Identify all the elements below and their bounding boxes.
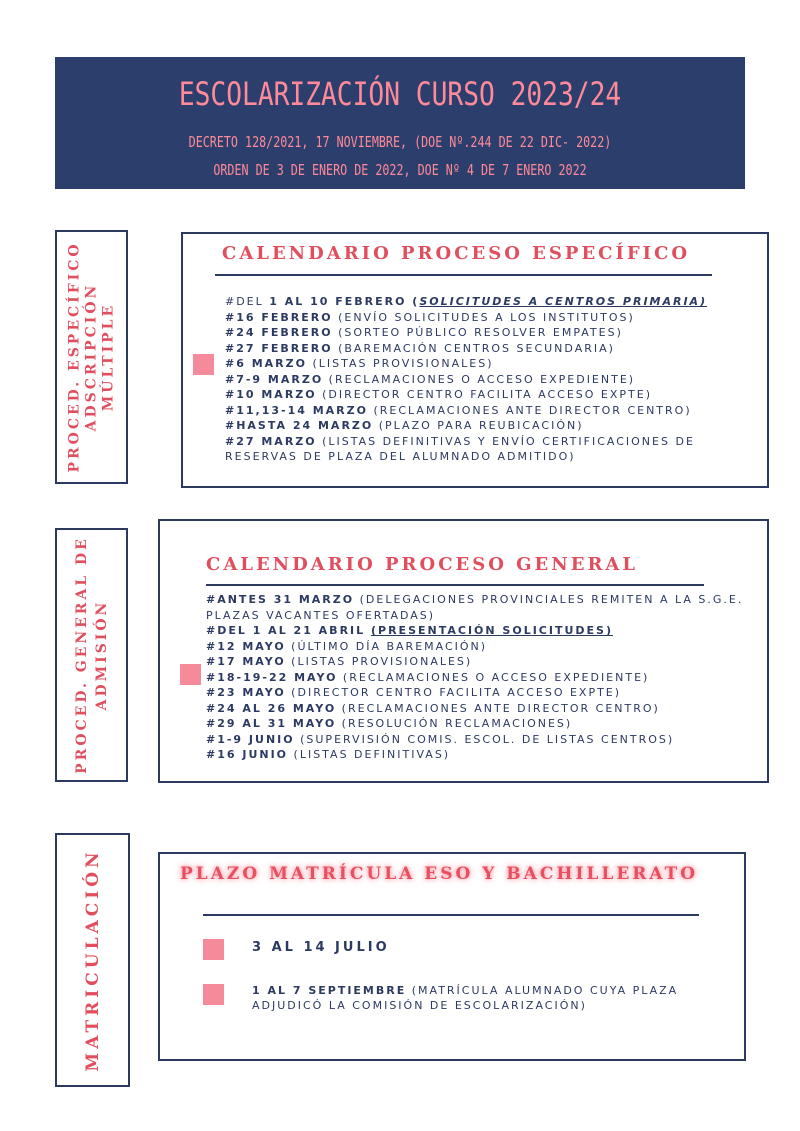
- calendar-item: [225, 434, 760, 465]
- calendar-item-desc: (LISTAS DEFINITIVAS Y ENVÍO CERTIFICACIONES DE RESERVAS DE PLAZA DEL ALUMNADO ADMITIDO): [225, 434, 695, 463]
- page-title: ESCOLARIZACIÓN CURSO 2023/24: [178, 75, 622, 113]
- calendar-item-date: #29 AL 31 MAYO: [206, 717, 337, 730]
- matricula-item-septiembre: [252, 983, 702, 1013]
- calendar-item: [225, 294, 760, 310]
- matricula-item-desc: (MATRÍCULA ALUMNADO CUYA PLAZA ADJUDICÓ LA COMISIÓN DE ESCOLARIZACIÓN): [252, 984, 679, 1012]
- calendar-item-desc: (SUPERVISIÓN COMIS. ESCOL. DE LISTAS CENTROS): [294, 732, 675, 746]
- calendar-item-desc: (DELEGACIONES PROVINCIALES REMITEN A LA S.G.E. PLAZAS VACANTES OFERTADAS): [206, 593, 744, 622]
- side-label-especifico: [55, 230, 128, 484]
- calendar-item: [206, 592, 754, 623]
- calendar-item: [206, 639, 754, 655]
- bullet-square: [203, 939, 224, 960]
- header-subtitle-orden: ORDEN DE 3 DE ENERO DE 2022, DOE Nº 4 DE 7 ENERO 2022: [213, 161, 587, 179]
- calendar-item: [225, 310, 760, 326]
- calendar-item: [225, 403, 760, 419]
- calendar-item: [225, 418, 760, 434]
- calendar-item-highlight: (PRESENTACIÓN SOLICITUDES): [371, 624, 614, 637]
- calendar-item-date: #27 FEBRERO: [225, 341, 333, 355]
- side-label-matricula: MATRICULACIÓN: [55, 833, 130, 1087]
- side-label-general: [55, 528, 128, 782]
- calendar-item-date: #ANTES 31 MARZO: [206, 593, 355, 606]
- calendar-item-date: #24 FEBRERO: [225, 326, 333, 339]
- calendar-item-desc: (SORTEO PÚBLICO RESOLVER EMPATES): [332, 326, 623, 339]
- calendar-item-desc: (ENVÍO SOLICITUDES A LOS INSTITUTOS): [332, 310, 635, 324]
- bullet-square: [203, 984, 224, 1005]
- calendar-item-date: #16 FEBRERO: [225, 310, 333, 324]
- calendar-item: [206, 716, 754, 732]
- calendar-item-date: #1-9 JUNIO: [206, 732, 295, 746]
- calendar-item-date: #DEL 1 AL 21 ABRIL: [206, 624, 366, 637]
- calendar-item-highlight: SOLICITUDES A CENTROS PRIMARIA): [419, 295, 708, 308]
- title-rule: [206, 584, 704, 586]
- calendar-item-desc: (BAREMACIÓN CENTROS SECUNDARIA): [332, 341, 615, 355]
- calendar-item: [206, 685, 754, 701]
- calendar-item-date: #27 MARZO: [225, 434, 317, 448]
- calendar-list-especifico: [225, 294, 760, 465]
- side-label-line: MÚLTIPLE: [100, 302, 116, 412]
- calendar-item-desc: (ÚLTIMO DÍA BAREMACIÓN): [285, 639, 488, 653]
- side-label-line: PROCED. GENERAL DE: [73, 536, 90, 774]
- calendar-item-date: #6 MARZO: [225, 357, 307, 370]
- calendar-item-desc: (LISTAS PROVISIONALES): [306, 357, 494, 370]
- bullet-square: [193, 354, 214, 375]
- header-subtitle-decreto: DECRETO 128/2021, 17 NOVIEMBRE, (DOE Nº.244 DE 22 DIC- 2022): [188, 133, 612, 151]
- calendar-item-date: #24 AL 26 MAYO: [206, 701, 337, 715]
- side-label-line: ADSCRIPCIÓN: [83, 282, 99, 432]
- calendar-item-date: #HASTA 24 MARZO: [225, 419, 374, 432]
- section-title-matricula: PLAZO MATRÍCULA ESO Y BACHILLERATO: [180, 864, 699, 884]
- calendar-item-desc: (DIRECTOR CENTRO FACILITA ACCESO EXPTE): [316, 388, 652, 401]
- calendar-item: [225, 325, 760, 341]
- calendar-item-date: #7-9 MARZO: [225, 372, 324, 386]
- title-rule: [215, 274, 712, 276]
- calendar-item: [206, 747, 754, 763]
- matricula-item-julio: 3 AL 14 JULIO: [252, 940, 390, 955]
- calendar-item-desc: (RESOLUCIÓN RECLAMACIONES): [336, 717, 573, 730]
- calendar-item: [206, 654, 754, 670]
- matricula-item-date: 1 AL 7 SEPTIEMBRE: [252, 984, 407, 997]
- calendar-item: [206, 623, 754, 639]
- calendar-item-date: #16 JUNIO: [206, 748, 289, 761]
- side-label-line: ADMISIÓN: [93, 599, 110, 711]
- calendar-item-date: 1 AL 10 FEBRERO: [269, 295, 407, 308]
- calendar-item-desc: (DIRECTOR CENTRO FACILITA ACCESO EXPTE): [285, 686, 622, 699]
- calendar-item-date: #12 MAYO: [206, 639, 286, 653]
- calendar-item-sep: (: [406, 295, 420, 308]
- calendar-item-desc: (RECLAMACIONES ANTE DIRECTOR CENTRO): [367, 403, 692, 417]
- header-banner: [55, 57, 745, 189]
- calendar-item-date: #23 MAYO: [206, 686, 286, 699]
- calendar-item: [206, 701, 754, 717]
- calendar-item: [225, 387, 760, 403]
- section-title-general: CALENDARIO PROCESO GENERAL: [206, 554, 639, 575]
- calendar-item-desc: (RECLAMACIONES ANTE DIRECTOR CENTRO): [336, 701, 660, 715]
- calendar-item-prefix: #DEL: [225, 295, 270, 308]
- section-title-especifico: CALENDARIO PROCESO ESPECÍFICO: [222, 243, 691, 264]
- calendar-item-desc: (RECLAMACIONES O ACCESO EXPEDIENTE): [337, 670, 650, 684]
- calendar-item-date: #18-19-22 MAYO: [206, 670, 338, 684]
- bullet-square: [180, 664, 201, 685]
- side-label-line: PROCED. ESPECÍFICO: [66, 241, 82, 473]
- calendar-item-date: #17 MAYO: [206, 655, 286, 668]
- calendar-item: [225, 356, 760, 372]
- calendar-list-general: [206, 592, 754, 763]
- calendar-item: [225, 341, 760, 357]
- calendar-item: [206, 670, 754, 686]
- calendar-item-desc: (LISTAS DEFINITIVAS): [288, 748, 451, 761]
- calendar-item-date: #10 MARZO: [225, 388, 317, 401]
- calendar-item: [206, 732, 754, 748]
- calendar-item-date: #11,13-14 MARZO: [225, 403, 368, 417]
- title-rule: [203, 914, 699, 916]
- calendar-item: [225, 372, 760, 388]
- calendar-item-desc: (PLAZO PARA REUBICACIÓN): [373, 419, 584, 432]
- calendar-item-desc: (LISTAS PROVISIONALES): [285, 655, 473, 668]
- calendar-item-desc: (RECLAMACIONES O ACCESO EXPEDIENTE): [323, 372, 636, 386]
